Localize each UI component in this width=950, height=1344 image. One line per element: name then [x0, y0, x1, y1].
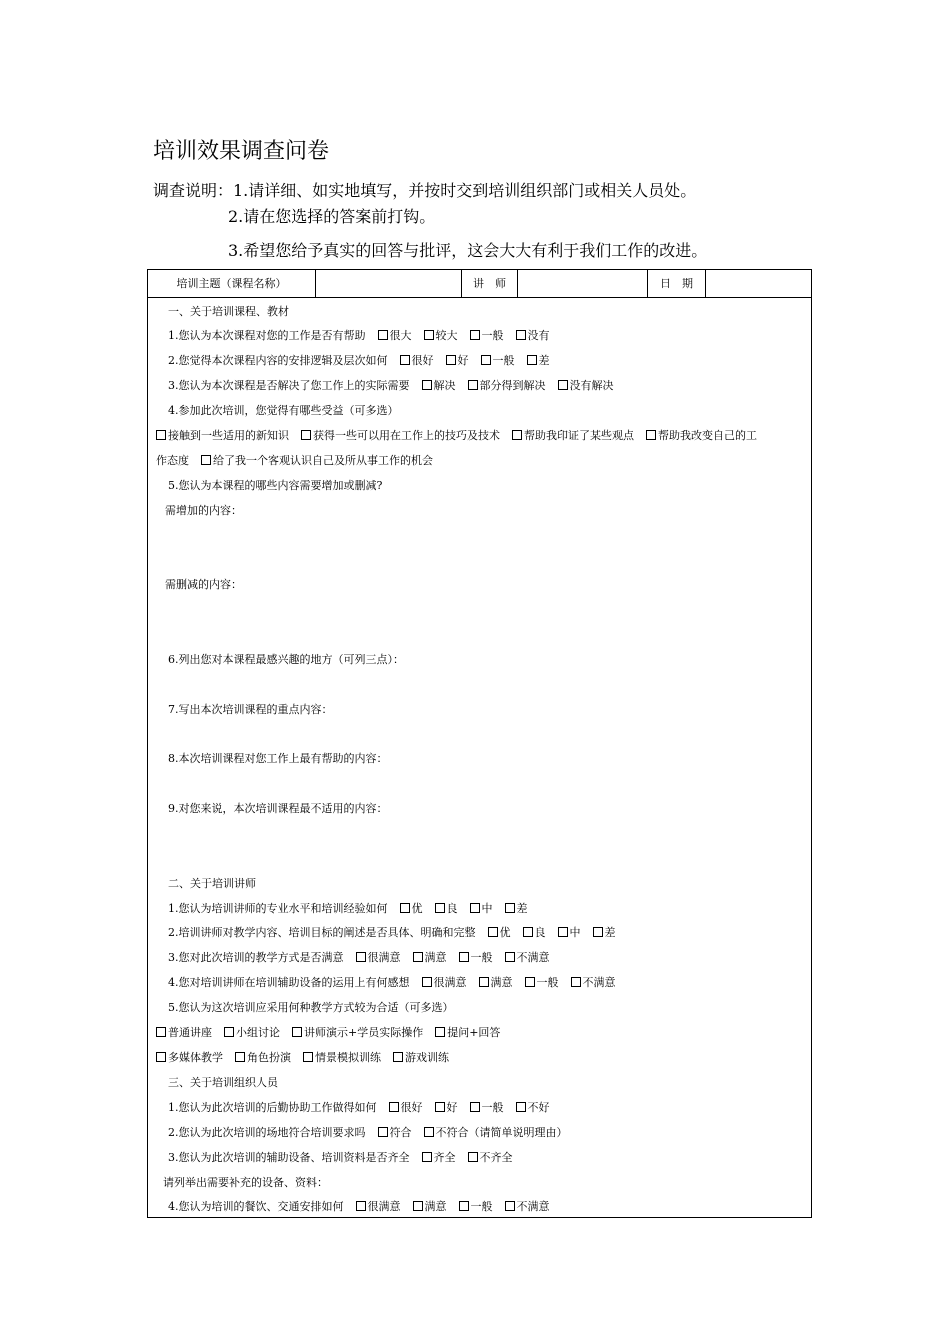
- topic-field[interactable]: [316, 270, 462, 297]
- checkbox[interactable]: [446, 355, 456, 365]
- option[interactable]: [156, 429, 289, 442]
- option-label: 多媒体教学: [168, 1051, 223, 1064]
- checkbox[interactable]: [479, 977, 489, 987]
- option-label: 不符合（请简单说明理由）: [435, 1126, 568, 1139]
- checkbox[interactable]: [422, 380, 432, 390]
- option[interactable]: [388, 354, 434, 367]
- s2-q4: [168, 976, 616, 990]
- teacher-field[interactable]: [518, 270, 648, 297]
- checkbox[interactable]: [224, 1027, 234, 1037]
- checkbox[interactable]: [470, 903, 480, 913]
- option-label: 没有: [527, 329, 550, 342]
- s2-q1: [168, 902, 528, 916]
- option-label: 很好: [411, 354, 434, 367]
- checkbox[interactable]: [481, 355, 491, 365]
- s3-q4-text: 4.您认为培训的餐饮、交通安排如何: [168, 1200, 344, 1213]
- option-label: 好: [457, 354, 469, 367]
- s1-q4-text: 4.参加此次培训，您觉得有哪些受益（可多选）: [168, 404, 399, 417]
- option-label: 解决: [433, 379, 456, 392]
- checkbox[interactable]: [400, 903, 410, 913]
- s3-q2-options: [366, 1126, 568, 1139]
- checkbox[interactable]: [422, 977, 432, 987]
- checkbox[interactable]: [413, 952, 423, 962]
- option[interactable]: [515, 354, 550, 367]
- section3-title: 三、关于培训组织人员: [168, 1076, 278, 1089]
- option[interactable]: [410, 379, 456, 392]
- option-label: 中: [481, 902, 493, 915]
- s2-q4-text: 4.您对培训讲师在培训辅助设备的运用上有何感想: [168, 976, 410, 989]
- option-label: 角色扮演: [247, 1051, 291, 1064]
- option[interactable]: [410, 976, 467, 989]
- option-label: 一般: [536, 976, 559, 989]
- option[interactable]: [291, 1051, 381, 1064]
- option[interactable]: [388, 902, 423, 915]
- s3-q1-options: [377, 1101, 550, 1114]
- option-label: 一般: [470, 1200, 493, 1213]
- option-label: 一般: [492, 354, 515, 367]
- s2-q5-row2-options: [156, 1051, 449, 1064]
- s3-q1-text: 1.您认为此次培训的后勤协助工作做得如何: [168, 1101, 377, 1114]
- date-label: 日 期: [648, 270, 706, 297]
- option-label: 良: [534, 926, 546, 939]
- option[interactable]: [412, 329, 458, 342]
- checkbox[interactable]: [525, 977, 535, 987]
- s1-q5-text: 5.您认为本课程的哪些内容需要增加或删减?: [168, 479, 383, 492]
- option[interactable]: [223, 1051, 291, 1064]
- s2-q3: [168, 951, 550, 965]
- option-label: 差: [516, 902, 528, 915]
- checkbox[interactable]: [435, 1027, 445, 1037]
- option[interactable]: [189, 454, 433, 467]
- option-label: 情景模拟训练: [315, 1051, 381, 1064]
- option-label: 游戏训练: [405, 1051, 449, 1064]
- option[interactable]: [280, 1026, 423, 1039]
- option[interactable]: [434, 354, 469, 367]
- s3-q2: [168, 1126, 568, 1140]
- s2-q2-text: 2.培训讲师对教学内容、培训目标的阐述是否具体、明确和完整: [168, 926, 476, 939]
- form-header-row: [148, 270, 811, 298]
- option-label: 符合: [389, 1126, 412, 1139]
- option[interactable]: [456, 379, 546, 392]
- option-label: 一般: [481, 1101, 504, 1114]
- option[interactable]: [156, 1026, 212, 1039]
- topic-label: 培训主题（课程名称）: [148, 270, 316, 297]
- s2-q5-row1-options: [156, 1026, 500, 1039]
- option-label: 齐全: [433, 1151, 456, 1164]
- s1-q4-row1: [156, 429, 757, 443]
- checkbox[interactable]: [201, 455, 211, 465]
- s1-q4-row2: [156, 454, 433, 468]
- instruction-line-1: 调查说明：1.请详细、如实地填写，并按时交到培训组织部门或相关人员处。: [153, 181, 697, 200]
- checkbox[interactable]: [459, 952, 469, 962]
- option[interactable]: [458, 902, 493, 915]
- option[interactable]: [458, 329, 504, 342]
- option[interactable]: [381, 1051, 449, 1064]
- checkbox[interactable]: [292, 1027, 302, 1037]
- checkbox[interactable]: [378, 330, 388, 340]
- option-label: 很满意: [367, 1200, 401, 1213]
- s3-q3: [168, 1151, 513, 1165]
- option-label: 不满意: [516, 1200, 550, 1213]
- s2-q2-options: [476, 926, 616, 939]
- option-label: 帮助我改变自己的工: [658, 429, 757, 442]
- checkbox[interactable]: [156, 1052, 166, 1062]
- checkbox[interactable]: [505, 903, 515, 913]
- checkbox[interactable]: [301, 430, 311, 440]
- option-label: 很好: [400, 1101, 423, 1114]
- checkbox[interactable]: [156, 430, 166, 440]
- checkbox[interactable]: [512, 430, 522, 440]
- checkbox[interactable]: [527, 355, 537, 365]
- option-label: 不满意: [516, 951, 550, 964]
- s3-q3-note: 请列举出需要补充的设备、资料：: [163, 1176, 328, 1189]
- option-label: 讲师演示+学员实际操作: [304, 1026, 424, 1039]
- s2-q5-text: 5.您认为这次培训应采用何种教学方式较为合适（可多选）: [168, 1001, 454, 1014]
- option[interactable]: [476, 926, 511, 939]
- section1-title: 一、关于培训课程、教材: [168, 305, 289, 318]
- checkbox[interactable]: [356, 952, 366, 962]
- option[interactable]: [493, 951, 550, 964]
- option-label: 帮助我印证了某些观点: [524, 429, 634, 442]
- option[interactable]: [366, 1126, 412, 1139]
- option-label: 没有解决: [569, 379, 614, 392]
- checkbox[interactable]: [356, 1201, 366, 1211]
- option[interactable]: [456, 1151, 513, 1164]
- checkbox[interactable]: [505, 1201, 515, 1211]
- s2-q5-row2: [156, 1051, 449, 1065]
- checkbox[interactable]: [424, 330, 434, 340]
- s1-q2-text: 2.您觉得本次课程内容的安排逻辑及层次如何: [168, 354, 388, 367]
- option[interactable]: [423, 1026, 500, 1039]
- s1-q4-row2-prefix: 作态度: [156, 454, 189, 467]
- option[interactable]: [513, 976, 559, 989]
- s2-q4-options: [410, 976, 616, 989]
- s3-q2-text: 2.您认为此次培训的场地符合培训要求吗: [168, 1126, 366, 1139]
- checkbox[interactable]: [393, 1052, 403, 1062]
- option-label: 不满意: [582, 976, 616, 989]
- option-label: 优: [499, 926, 511, 939]
- s1-q7-text: 7.写出本次培训课程的重点内容：: [168, 703, 333, 716]
- s2-q3-text: 3.您对此次培训的教学方式是否满意: [168, 951, 344, 964]
- option-label: 部分得到解决: [479, 379, 546, 392]
- checkbox[interactable]: [470, 330, 480, 340]
- option-label: 差: [538, 354, 550, 367]
- s1-q1: [168, 329, 550, 343]
- checkbox[interactable]: [389, 1102, 399, 1112]
- option[interactable]: [504, 1101, 550, 1114]
- checkbox[interactable]: [470, 1102, 480, 1112]
- option-label: 很大: [389, 329, 412, 342]
- option[interactable]: [458, 1101, 504, 1114]
- option-label: 很满意: [433, 976, 467, 989]
- option-label: 给了我一个客观认识自己及所从事工作的机会: [213, 454, 433, 467]
- option-label: 优: [411, 902, 423, 915]
- checkbox[interactable]: [593, 927, 603, 937]
- option-label: 很满意: [367, 951, 401, 964]
- s1-q1-options: [366, 329, 550, 342]
- checkbox[interactable]: [558, 927, 568, 937]
- option-label: 好: [446, 1101, 458, 1114]
- checkbox[interactable]: [303, 1052, 313, 1062]
- s2-q2: [168, 926, 616, 940]
- option-label: 提问+回答: [447, 1026, 501, 1039]
- checkbox[interactable]: [422, 1152, 432, 1162]
- section2-title: 二、关于培训讲师: [168, 877, 256, 890]
- option[interactable]: [500, 429, 634, 442]
- option-label: 中: [569, 926, 581, 939]
- s2-q1-text: 1.您认为培训讲师的专业水平和培训经验如何: [168, 902, 388, 915]
- option[interactable]: [493, 1200, 550, 1213]
- option[interactable]: [412, 1126, 568, 1139]
- s1-q2-options: [388, 354, 550, 367]
- option[interactable]: [581, 926, 616, 939]
- option[interactable]: [546, 379, 614, 392]
- s3-q3-options: [410, 1151, 513, 1164]
- checkbox[interactable]: [571, 977, 581, 987]
- option[interactable]: [634, 429, 757, 442]
- option-label: 良: [446, 902, 458, 915]
- s1-q8-text: 8.本次培训课程对您工作上最有帮助的内容：: [168, 752, 388, 765]
- checkbox[interactable]: [156, 1027, 166, 1037]
- instruction-line-3: 3.希望您给予真实的回答与批评，这会大大有利于我们工作的改进。: [228, 241, 708, 260]
- option-label: 小组讨论: [236, 1026, 280, 1039]
- s1-q1-text: 1.您认为本次课程对您的工作是否有帮助: [168, 329, 366, 342]
- option-label: 普通讲座: [168, 1026, 212, 1039]
- teacher-label: 讲 师: [462, 270, 518, 297]
- option-label: 一般: [481, 329, 504, 342]
- date-field[interactable]: [706, 270, 811, 297]
- checkbox[interactable]: [413, 1201, 423, 1211]
- s1-q3: [168, 379, 614, 393]
- option[interactable]: [423, 902, 458, 915]
- option[interactable]: [401, 1200, 447, 1213]
- option[interactable]: [559, 976, 616, 989]
- s3-q4: [168, 1200, 550, 1214]
- checkbox[interactable]: [468, 1152, 478, 1162]
- option-label: 不好: [527, 1101, 550, 1114]
- s1-q5-remove-label: 需删减的内容：: [165, 578, 242, 591]
- option[interactable]: [469, 354, 515, 367]
- s1-q4-row2-options: [189, 454, 433, 467]
- s1-q4-row1-options: [156, 429, 757, 442]
- s1-q2: [168, 354, 550, 368]
- checkbox[interactable]: [378, 1127, 388, 1137]
- s2-q5-row1: [156, 1026, 500, 1040]
- s1-q9-text: 9.对您来说，本次培训课程最不适用的内容：: [168, 802, 388, 815]
- option-label: 差: [604, 926, 616, 939]
- s2-q3-options: [344, 951, 550, 964]
- option[interactable]: [366, 329, 412, 342]
- option-label: 接触到一些适用的新知识: [168, 429, 289, 442]
- checkbox[interactable]: [505, 952, 515, 962]
- option[interactable]: [212, 1026, 280, 1039]
- option[interactable]: [344, 951, 401, 964]
- s3-q1: [168, 1101, 550, 1115]
- checkbox[interactable]: [435, 1102, 445, 1112]
- s1-q3-text: 3.您认为本次课程是否解决了您工作上的实际需要: [168, 379, 410, 392]
- checkbox[interactable]: [400, 355, 410, 365]
- option[interactable]: [423, 1101, 458, 1114]
- checkbox[interactable]: [516, 1102, 526, 1112]
- checkbox[interactable]: [516, 330, 526, 340]
- survey-form: [147, 269, 812, 1218]
- option[interactable]: [546, 926, 581, 939]
- option-label: 满意: [424, 1200, 447, 1213]
- s3-q3-text: 3.您认为此次培训的辅助设备、培训资料是否齐全: [168, 1151, 410, 1164]
- option[interactable]: [401, 951, 447, 964]
- option-label: 不齐全: [479, 1151, 513, 1164]
- s1-q6-text: 6.列出您对本课程最感兴趣的地方（可列三点）：: [168, 653, 404, 666]
- option-label: 较大: [435, 329, 458, 342]
- option[interactable]: [377, 1101, 423, 1114]
- option-label: 满意: [490, 976, 513, 989]
- instruction-line-2: 2.请在您选择的答案前打钩。: [228, 207, 436, 226]
- page-title: 培训效果调查问卷: [153, 139, 330, 164]
- option[interactable]: [467, 976, 513, 989]
- checkbox[interactable]: [424, 1127, 434, 1137]
- option[interactable]: [511, 926, 546, 939]
- option[interactable]: [504, 329, 550, 342]
- option[interactable]: [156, 1051, 223, 1064]
- checkbox[interactable]: [435, 903, 445, 913]
- s1-q3-options: [410, 379, 614, 392]
- checkbox[interactable]: [468, 380, 478, 390]
- option[interactable]: [344, 1200, 401, 1213]
- option[interactable]: [493, 902, 528, 915]
- option-label: 满意: [424, 951, 447, 964]
- s3-q4-options: [344, 1200, 550, 1213]
- checkbox[interactable]: [523, 927, 533, 937]
- checkbox[interactable]: [646, 430, 656, 440]
- option[interactable]: [410, 1151, 456, 1164]
- checkbox[interactable]: [459, 1201, 469, 1211]
- s1-q5-add-label: 需增加的内容：: [165, 504, 242, 517]
- checkbox[interactable]: [558, 380, 568, 390]
- option[interactable]: [447, 951, 493, 964]
- checkbox[interactable]: [235, 1052, 245, 1062]
- option-label: 一般: [470, 951, 493, 964]
- option[interactable]: [289, 429, 500, 442]
- s2-q1-options: [388, 902, 528, 915]
- checkbox[interactable]: [488, 927, 498, 937]
- option[interactable]: [447, 1200, 493, 1213]
- option-label: 获得一些可以用在工作上的技巧及技术: [313, 429, 500, 442]
